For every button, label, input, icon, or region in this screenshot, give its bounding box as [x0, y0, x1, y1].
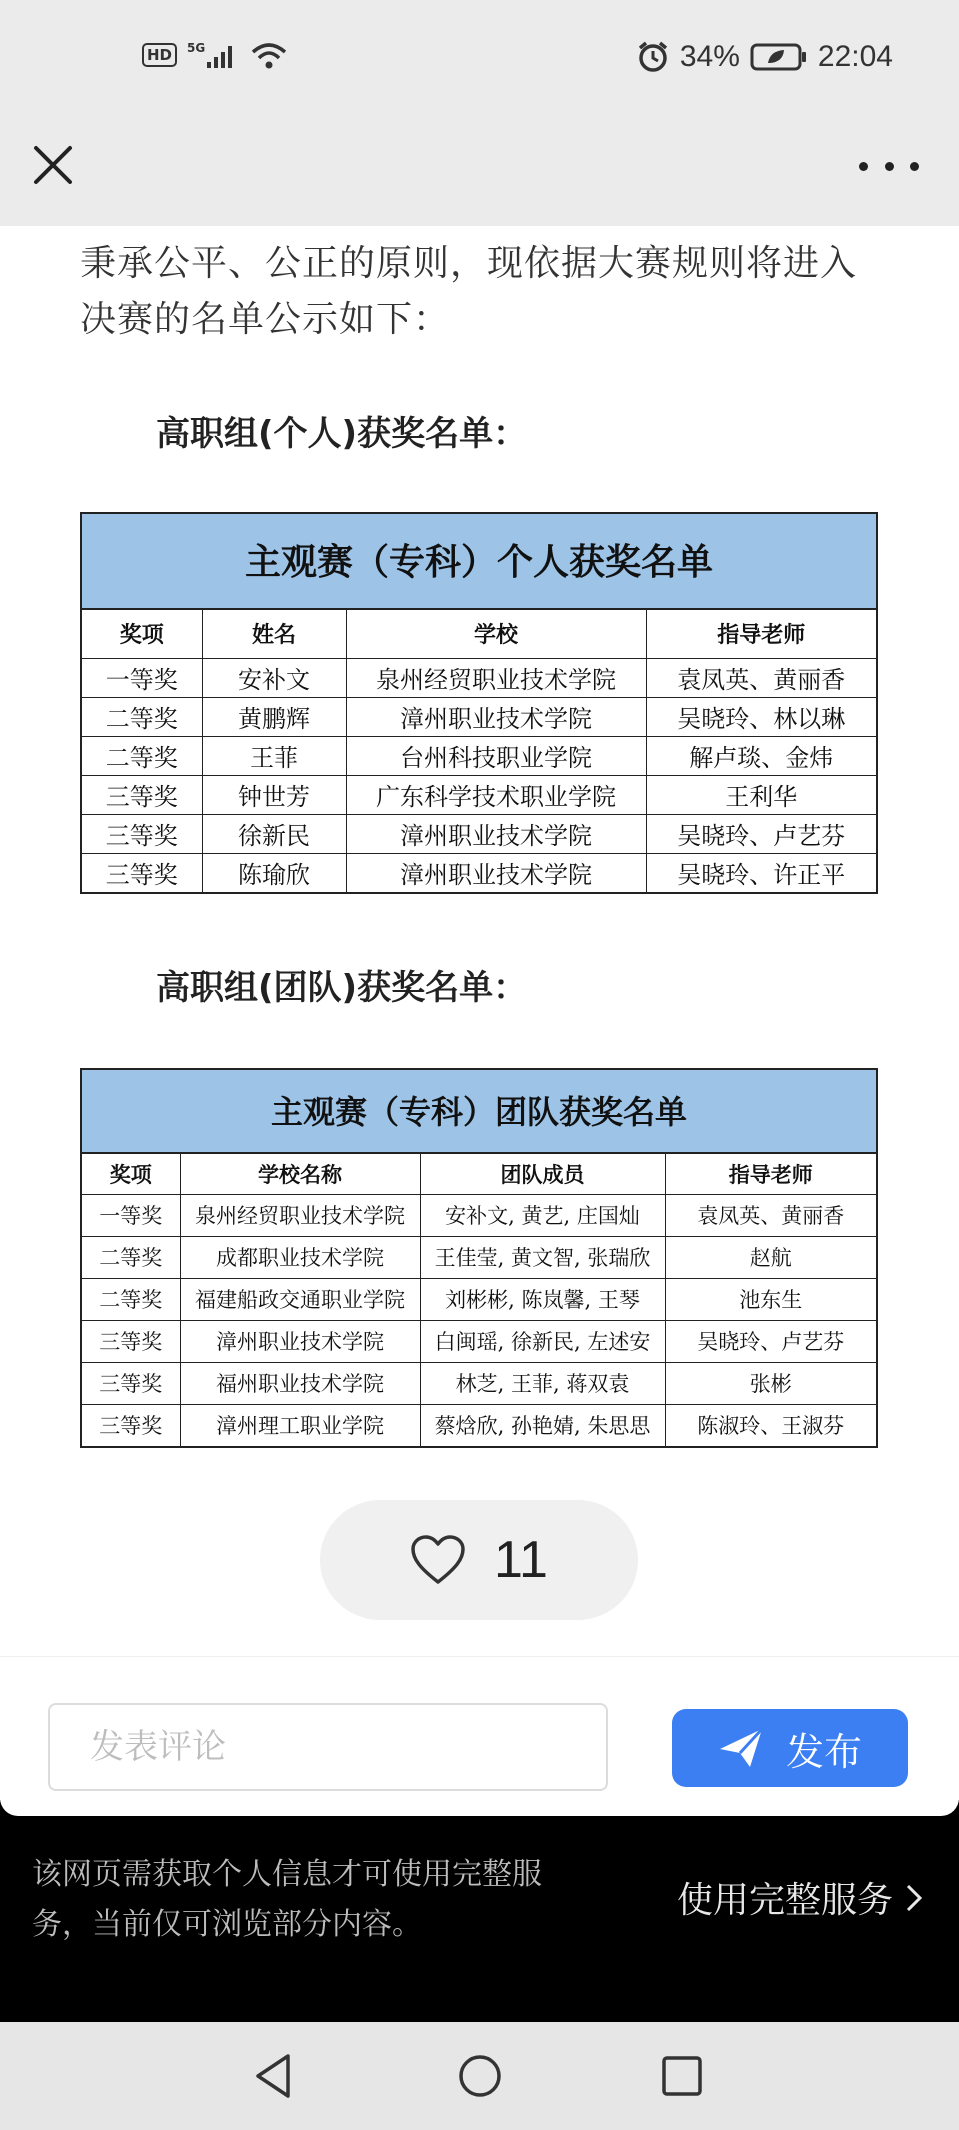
table-cell: 林芝, 王菲, 蒋双袁 [420, 1362, 665, 1404]
table-cell: 漳州职业技术学院 [346, 814, 646, 853]
hd-badge: HD [142, 43, 177, 67]
status-bar-left [142, 40, 289, 70]
header-cell: 指导老师 [665, 1154, 876, 1194]
table-cell: 漳州理工职业学院 [180, 1404, 420, 1446]
table-cell: 袁凤英、黄丽香 [646, 658, 876, 697]
status-bar [0, 0, 959, 120]
table-cell: 白闽瑶, 徐新民, 左述安 [420, 1320, 665, 1362]
chevron-right-icon [905, 1883, 923, 1913]
table-cell: 陈瑜欣 [202, 853, 346, 892]
table-cell: 三等奖 [82, 775, 202, 814]
team-awards-grid [82, 1154, 876, 1446]
table-cell: 三等奖 [82, 1362, 180, 1404]
table-title: 主观赛（专科）团队获奖名单 [82, 1070, 876, 1154]
table-header-row [82, 610, 876, 658]
recents-button[interactable] [656, 2050, 708, 2102]
alarm-icon [636, 40, 670, 74]
header-cell: 团队成员 [420, 1154, 665, 1194]
table-cell: 王菲 [202, 736, 346, 775]
table-cell: 台州科技职业学院 [346, 736, 646, 775]
recents-square-icon [656, 2050, 708, 2102]
table-cell: 黄鹏辉 [202, 697, 346, 736]
back-triangle-icon [248, 2050, 300, 2102]
table-cell: 王佳莹, 黄文智, 张瑞欣 [420, 1236, 665, 1278]
table-cell: 徐新民 [202, 814, 346, 853]
table-cell: 福建船政交通职业学院 [180, 1278, 420, 1320]
table-row [82, 697, 876, 736]
table-cell: 安补文 [202, 658, 346, 697]
table-row [82, 775, 876, 814]
table-cell: 二等奖 [82, 736, 202, 775]
table-cell: 三等奖 [82, 1320, 180, 1362]
table-row [82, 1278, 876, 1320]
table-cell: 刘彬彬, 陈岚馨, 王琴 [420, 1278, 665, 1320]
header-cell: 指导老师 [646, 610, 876, 658]
table-cell: 吴晓玲、卢艺芬 [646, 814, 876, 853]
table-cell: 吴晓玲、卢艺芬 [665, 1320, 876, 1362]
table-cell: 泉州经贸职业技术学院 [180, 1194, 420, 1236]
top-nav [0, 120, 959, 226]
header-cell: 奖项 [82, 610, 202, 658]
team-awards-table [80, 1068, 878, 1448]
table-cell: 蔡焓欣, 孙艳婧, 朱思思 [420, 1404, 665, 1446]
comment-input[interactable]: 发表评论 [48, 1703, 608, 1791]
heart-icon [410, 1534, 466, 1586]
signal-icon [187, 40, 239, 70]
home-button[interactable] [454, 2050, 506, 2102]
table-cell: 福州职业技术学院 [180, 1362, 420, 1404]
more-dot-icon [885, 162, 894, 171]
table-cell: 一等奖 [82, 658, 202, 697]
more-dot-icon [910, 162, 919, 171]
more-options-button[interactable] [859, 154, 919, 178]
table-row [82, 1236, 876, 1278]
section-title-individual: 高职组(个人)获奖名单： [156, 414, 528, 454]
send-icon [718, 1727, 764, 1769]
table-cell: 赵航 [665, 1236, 876, 1278]
section-title-team: 高职组(团队)获奖名单： [156, 968, 528, 1008]
table-row [82, 853, 876, 892]
table-cell: 二等奖 [82, 1278, 180, 1320]
clock: 22:04 [817, 40, 893, 73]
full-service-link[interactable] [677, 1872, 923, 1923]
back-button[interactable] [248, 2050, 300, 2102]
table-cell: 二等奖 [82, 1236, 180, 1278]
table-row [82, 1320, 876, 1362]
table-cell: 安补文, 黄艺, 庄国灿 [420, 1194, 665, 1236]
notice-text: 该网页需获取个人信息才可使用完整服务，当前仅可浏览部分内容。 [32, 1857, 542, 1942]
table-cell: 广东科学技术职业学院 [346, 775, 646, 814]
table-cell: 三等奖 [82, 853, 202, 892]
table-title: 主观赛（专科）个人获奖名单 [82, 514, 876, 610]
table-cell: 张彬 [665, 1362, 876, 1404]
intro-paragraph: 秉承公平、公正的原则，现依据大赛规则将进入决赛的名单公示如下： [80, 243, 858, 340]
table-cell: 成都职业技术学院 [180, 1236, 420, 1278]
wifi-icon [249, 40, 289, 70]
battery-icon [750, 42, 808, 72]
individual-awards-table [80, 512, 878, 894]
table-cell: 陈淑玲、王淑芬 [665, 1404, 876, 1446]
system-nav-bar [0, 2022, 959, 2130]
table-cell: 漳州职业技术学院 [346, 853, 646, 892]
home-circle-icon [454, 2050, 506, 2102]
table-cell: 三等奖 [82, 814, 202, 853]
table-header-row [82, 1154, 876, 1194]
table-row [82, 1362, 876, 1404]
header-cell: 学校名称 [180, 1154, 420, 1194]
close-icon [30, 142, 76, 188]
table-cell: 二等奖 [82, 697, 202, 736]
header-cell: 学校 [346, 610, 646, 658]
table-cell: 钟世芳 [202, 775, 346, 814]
table-row [82, 814, 876, 853]
comment-bar [0, 1656, 959, 1816]
table-cell: 王利华 [646, 775, 876, 814]
table-cell: 一等奖 [82, 1194, 180, 1236]
like-count: 11 [494, 1531, 548, 1589]
more-dot-icon [859, 162, 868, 171]
close-button[interactable] [30, 142, 76, 188]
publish-button[interactable] [672, 1709, 908, 1787]
like-button[interactable] [320, 1500, 638, 1620]
header-cell: 姓名 [202, 610, 346, 658]
table-row [82, 658, 876, 697]
header-cell: 奖项 [82, 1154, 180, 1194]
table-cell: 吴晓玲、许正平 [646, 853, 876, 892]
table-row [82, 1404, 876, 1446]
individual-awards-grid [82, 610, 876, 892]
table-cell: 解卢琰、金炜 [646, 736, 876, 775]
publish-label: 发布 [785, 1729, 862, 1774]
privacy-notice [0, 1800, 959, 2022]
battery-percent: 34% [679, 40, 740, 73]
table-row [82, 1194, 876, 1236]
table-cell: 吴晓玲、林以琳 [646, 697, 876, 736]
table-cell: 漳州职业技术学院 [346, 697, 646, 736]
full-service-label: 使用完整服务 [676, 1880, 893, 1921]
svg-text:5G: 5G [187, 41, 206, 55]
table-cell: 袁凤英、黄丽香 [665, 1194, 876, 1236]
table-cell: 泉州经贸职业技术学院 [346, 658, 646, 697]
table-row [82, 736, 876, 775]
table-cell: 漳州职业技术学院 [180, 1320, 420, 1362]
article-content [0, 226, 959, 1656]
table-cell: 三等奖 [82, 1404, 180, 1446]
status-bar-right [636, 40, 893, 74]
table-cell: 池东生 [665, 1278, 876, 1320]
